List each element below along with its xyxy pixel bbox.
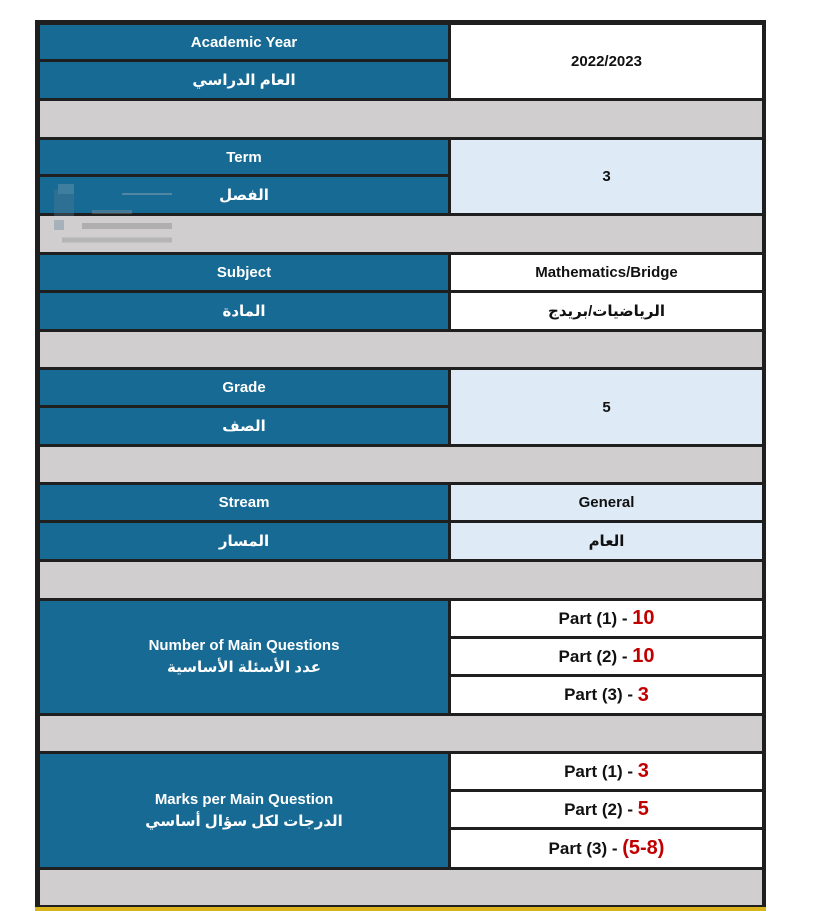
marks-part-2 [451, 792, 762, 827]
stream-value-ar: العام [451, 523, 762, 559]
main-questions-label-ar: عدد الأسئلة الأساسية [166, 659, 321, 676]
subject-value: Mathematics/Bridge [451, 255, 762, 290]
term-label-ar: الفصل [40, 177, 448, 213]
part-marks: 3 [637, 760, 649, 782]
separator-row [40, 716, 762, 751]
stream-label: Stream [40, 485, 448, 520]
main-questions-part-3 [451, 677, 762, 713]
subject-label-ar: المادة [40, 293, 448, 329]
term-value: 3 [451, 140, 762, 213]
part-label: Part (3) - [548, 838, 623, 858]
marks-part-1 [451, 754, 762, 789]
part-label: Part (1) - [564, 761, 638, 781]
academic-year-label-ar: العام الدراسي [40, 62, 448, 98]
grade-value: 5 [451, 370, 762, 444]
separator-row [40, 447, 762, 482]
separator-row [40, 562, 762, 598]
marks-label-ar: الدرجات لكل سؤال أساسي [145, 812, 343, 830]
part-count: 3 [637, 683, 649, 706]
marks-per-question-label [40, 754, 448, 867]
main-questions-label-en: Number of Main Questions [148, 637, 340, 654]
subject-value-ar: الرياضيات/بريدج [451, 293, 762, 329]
part-label: Part (2) - [564, 799, 638, 819]
marks-part-3 [451, 830, 762, 867]
separator-row [40, 101, 762, 137]
separator-row [40, 870, 762, 905]
main-questions-part-2 [451, 639, 762, 674]
main-questions-label [40, 601, 448, 713]
separator-row [40, 216, 762, 252]
academic-year-label: Academic Year [40, 25, 448, 59]
part-marks: (5-8) [622, 837, 665, 859]
grade-label: Grade [40, 370, 448, 405]
stream-label-ar: المسار [40, 523, 448, 559]
term-label: Term [40, 140, 448, 174]
part-count: 10 [632, 645, 655, 667]
part-label: Part (2) - [558, 646, 633, 666]
grade-label-ar: الصف [40, 408, 448, 444]
main-questions-part-1 [451, 601, 762, 636]
academic-year-value: 2022/2023 [451, 25, 762, 98]
separator-row [40, 332, 762, 367]
part-label: Part (1) - [558, 608, 633, 628]
part-count: 10 [632, 607, 655, 629]
marks-label-en: Marks per Main Question [154, 790, 334, 808]
subject-label: Subject [40, 255, 448, 290]
next-row-edge [35, 907, 766, 911]
part-label: Part (3) - [564, 685, 638, 704]
exam-info-table [35, 20, 766, 911]
stream-value: General [451, 485, 762, 520]
part-marks: 5 [637, 798, 649, 820]
